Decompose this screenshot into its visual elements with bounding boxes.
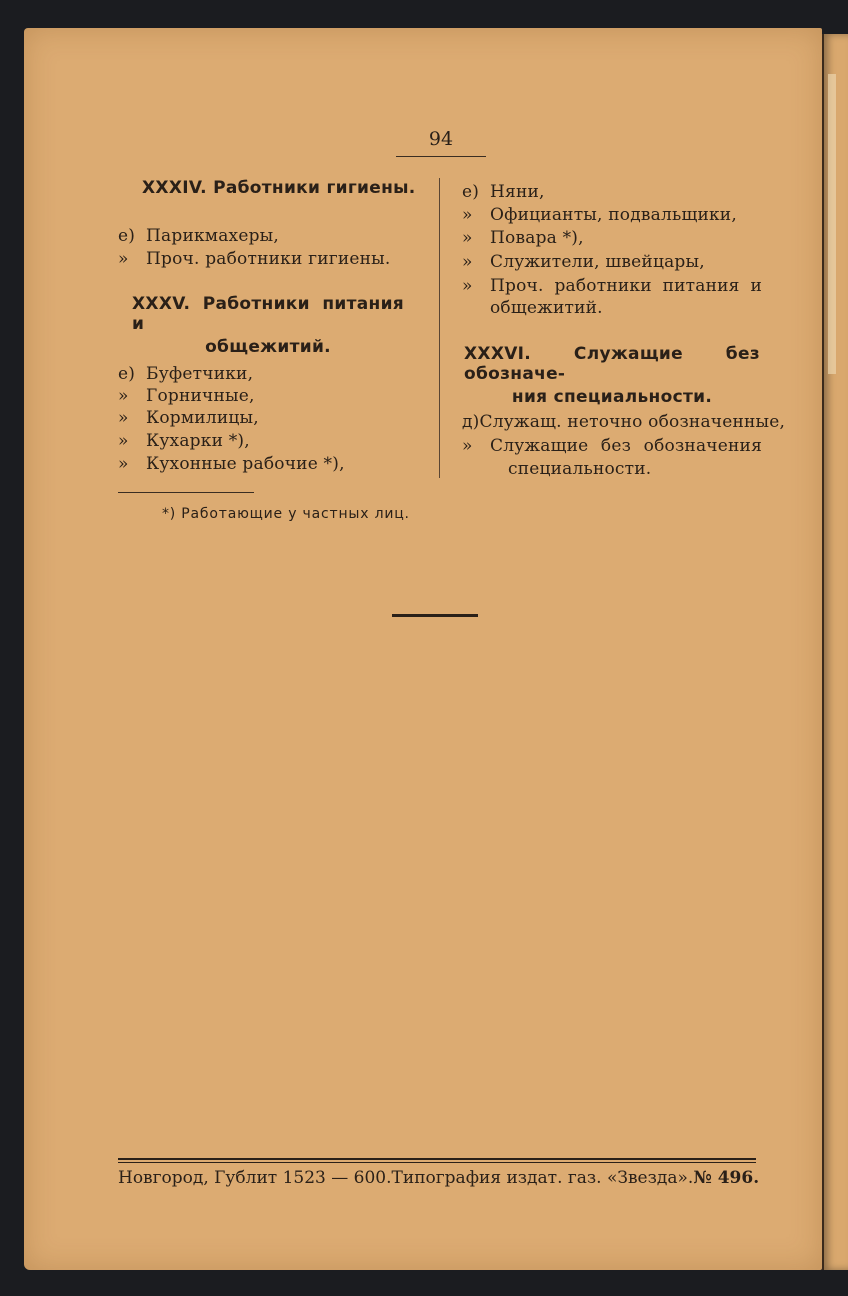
section-heading-xxxiv: XXXIV. Работники гигиены. [142,178,416,198]
column-divider [439,178,440,478]
item-mark: е) [462,182,480,202]
list-item [118,226,279,246]
imprint-rule-thin [118,1162,756,1163]
item-text: Кормилицы, [146,408,259,428]
item-text: Служители, швейцары, [490,252,705,272]
list-item [462,252,705,272]
imprint [118,1168,758,1188]
item-mark: » [462,436,473,456]
item-text: Официанты, подвальщики, [490,205,737,225]
item-text: Буфетчики, [146,364,254,384]
footnote: *) Работающие у частных лиц. [162,506,410,522]
list-item [118,386,255,406]
next-page-edge [822,34,848,1270]
item-mark: » [118,386,129,406]
item-mark: » [462,276,473,296]
heading-line: XXXV. Работники питания и [132,294,404,334]
page-number-rule [396,156,486,157]
footnote-rule [118,492,254,493]
item-mark: » [462,228,473,248]
item-mark: » [118,408,129,428]
list-item [462,228,584,248]
list-item [118,454,345,474]
item-mark: д) [462,412,480,432]
heading-line: общежитий. [205,337,331,357]
list-item [118,364,253,384]
item-mark: е) [118,364,136,384]
list-item-continuation [490,298,603,318]
item-text: Горничные, [146,386,255,406]
imprint-printer: Типография издат. газ. «Звезда». [391,1168,694,1188]
imprint-number: № 496. [693,1168,760,1188]
heading-line: ния специальности. [511,387,713,407]
item-text: Проч. работники гигиены. [146,249,391,269]
list-item [118,431,250,451]
section-heading-xxxv [132,294,404,357]
list-item [462,436,762,456]
page-number: 94 [428,128,454,150]
list-item [462,276,762,296]
item-text: Кухонные рабочие *), [146,454,345,474]
item-mark: » [462,252,473,272]
imprint-rule [118,1158,756,1160]
item-text: Кухарки *), [146,431,250,451]
list-item [462,412,786,432]
end-rule [392,614,478,617]
item-mark: » [462,205,473,225]
item-text: Служащ. неточно обозначенные, [479,412,786,432]
list-item [462,182,545,202]
list-item [118,408,259,428]
item-text: Служащие без обозначения [490,436,762,456]
list-item [118,249,391,269]
item-text: общежитий. [490,298,603,318]
imprint-city: Новгород, Гублит 1523 — 600. [118,1168,392,1188]
item-text: Няни, [490,182,545,202]
item-mark: » [118,454,129,474]
item-text: Повара *), [490,228,584,248]
item-mark: » [118,431,129,451]
item-text: специальности. [508,459,652,479]
item-mark: е) [118,226,136,246]
item-mark: » [118,249,129,269]
list-item [462,205,737,225]
item-text: Парикмахеры, [146,226,280,246]
list-item-continuation [508,459,651,479]
section-heading-xxxvi [464,344,760,407]
item-text: Проч. работники питания и [490,276,762,296]
heading-line: XXXVI. Служащие без обозначе- [464,344,760,384]
